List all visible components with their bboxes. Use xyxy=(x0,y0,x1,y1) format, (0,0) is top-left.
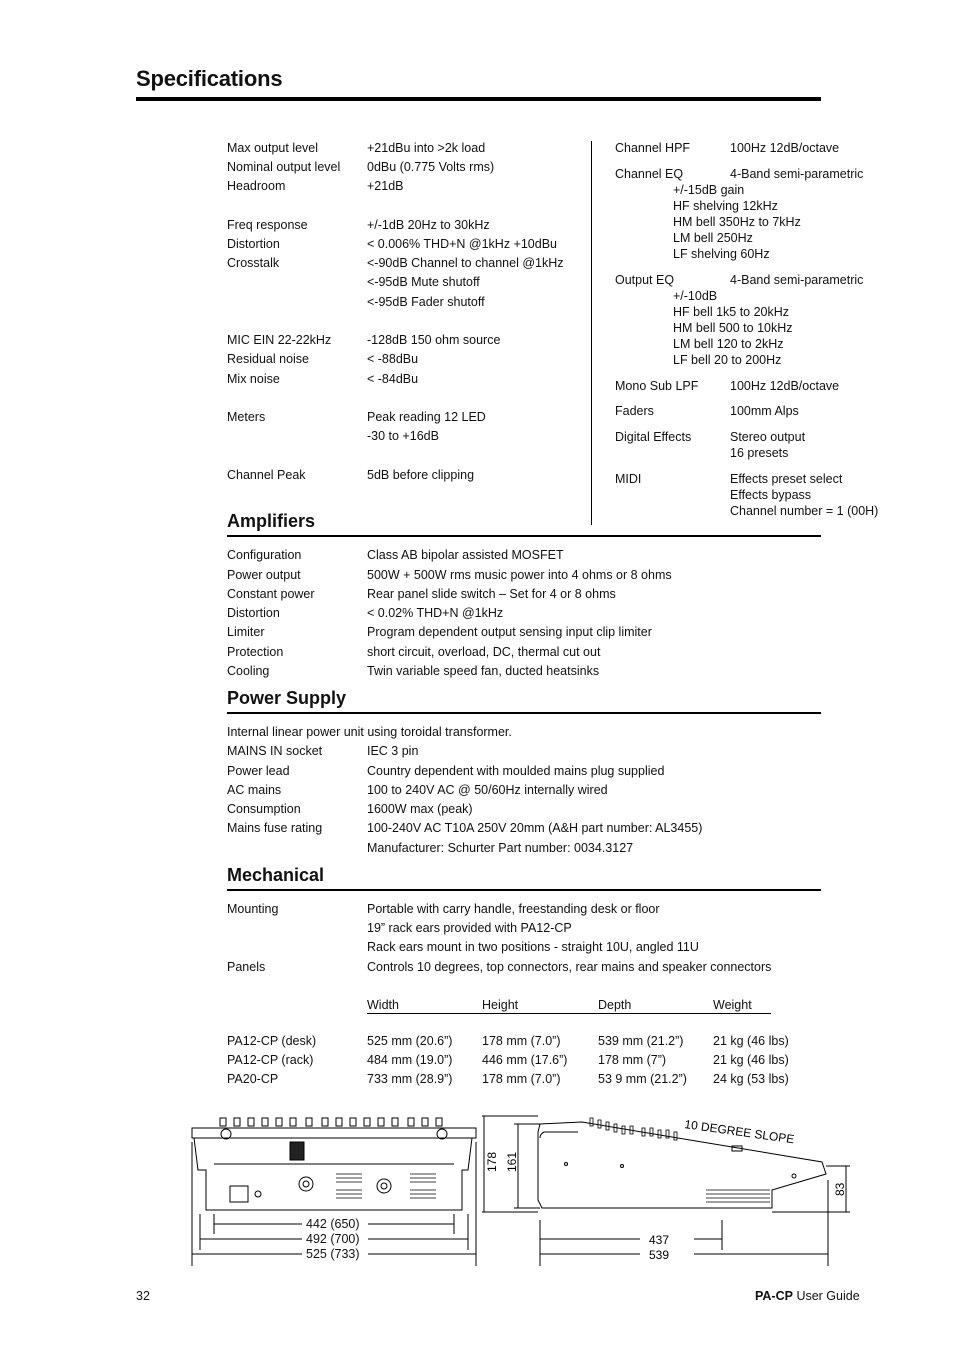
table-cell: 539 mm (21.2”) xyxy=(598,1034,684,1048)
depth-label: 539 xyxy=(649,1248,670,1262)
table-cell: 733 mm (28.9”) xyxy=(367,1072,453,1086)
table-cell: 21 kg (46 lbs) xyxy=(713,1053,789,1067)
spec-value: Class AB bipolar assisted MOSFET xyxy=(367,548,564,562)
spec-value: 19” rack ears provided with PA12-CP xyxy=(367,921,572,935)
spec-label: Distortion xyxy=(227,606,280,620)
spec-value: +21dB xyxy=(367,179,404,193)
spec-value: Controls 10 degrees, top connectors, rear mains and speaker connectors xyxy=(367,960,772,974)
spec-label: Consumption xyxy=(227,802,301,816)
table-cell-model: PA12-CP (desk) xyxy=(227,1034,317,1048)
footer-suffix: User Guide xyxy=(792,1289,860,1303)
side-view-drawing xyxy=(482,1110,860,1268)
spec-value: HM bell 500 to 10kHz xyxy=(673,321,793,335)
spec-value: <-95dB Fader shutoff xyxy=(367,295,485,309)
spec-value: 100Hz 12dB/octave xyxy=(730,379,840,393)
table-cell: 178 mm (7.0”) xyxy=(482,1072,561,1086)
spec-label: AC mains xyxy=(227,783,282,797)
spec-value: Program dependent output sensing input clip limiter xyxy=(367,625,652,639)
spec-value: Country dependent with moulded mains plug supplied xyxy=(367,764,665,778)
power-supply-intro: Internal linear power unit using toroidal transformer. xyxy=(227,725,512,739)
spec-label: Cooling xyxy=(227,664,270,678)
spec-label: MIC EIN 22-22kHz xyxy=(227,333,332,347)
spec-value: < -84dBu xyxy=(367,372,419,386)
mechanical-rule xyxy=(227,889,821,891)
table-cell: 21 kg (46 lbs) xyxy=(713,1034,789,1048)
height-label: 161 xyxy=(505,1151,519,1172)
spec-value: Effects bypass xyxy=(730,488,812,502)
title-rule xyxy=(136,97,821,101)
spec-label: Max output level xyxy=(227,141,319,155)
spec-value: short circuit, overload, DC, thermal cut out xyxy=(367,645,601,659)
spec-value: Stereo output xyxy=(730,430,806,444)
spec-label: Residual noise xyxy=(227,352,309,366)
spec-label: Panels xyxy=(227,960,266,974)
spec-value: HF shelving 12kHz xyxy=(673,199,778,213)
power-supply-rule xyxy=(227,712,821,714)
spec-value: 5dB before clipping xyxy=(367,468,475,482)
table-cell: 53 9 mm (21.2”) xyxy=(598,1072,687,1086)
spec-label: Faders xyxy=(615,404,654,418)
spec-value: +/-1dB 20Hz to 30kHz xyxy=(367,218,490,232)
spec-value: 100-240V AC T10A 250V 20mm (A&H part number: AL3455) xyxy=(367,821,703,835)
spec-label: Power output xyxy=(227,568,301,582)
table-cell: 484 mm (19.0”) xyxy=(367,1053,453,1067)
depth-label: 437 xyxy=(649,1233,670,1247)
table-header-rule xyxy=(367,1013,771,1014)
table-cell: 178 mm (7”) xyxy=(598,1053,667,1067)
spec-value: 4-Band semi-parametric xyxy=(730,273,864,287)
spec-value: 100Hz 12dB/octave xyxy=(730,141,840,155)
spec-value: Rack ears mount in two positions - straight 10U, angled 11U xyxy=(367,940,699,954)
spec-label: Headroom xyxy=(227,179,286,193)
spec-value: LM bell 250Hz xyxy=(673,231,753,245)
footer-brand: PA-CP xyxy=(755,1289,793,1303)
slope-label: 10 DEGREE SLOPE xyxy=(683,1117,796,1147)
page-number: 32 xyxy=(136,1289,150,1303)
spec-label: Crosstalk xyxy=(227,256,280,270)
table-cell: 178 mm (7.0”) xyxy=(482,1034,561,1048)
spec-value: 1600W max (peak) xyxy=(367,802,473,816)
spec-value: LF shelving 60Hz xyxy=(673,247,770,261)
spec-value: Effects preset select xyxy=(730,472,843,486)
spec-value: -128dB 150 ohm source xyxy=(367,333,501,347)
table-cell-model: PA12-CP (rack) xyxy=(227,1053,314,1067)
spec-value: Portable with carry handle, freestanding desk or floor xyxy=(367,902,660,916)
spec-value: LM bell 120 to 2kHz xyxy=(673,337,784,351)
spec-label: Output EQ xyxy=(615,273,675,287)
page-title: Specifications xyxy=(136,66,283,91)
table-cell: 24 kg (53 lbs) xyxy=(713,1072,789,1086)
rear-dim-label: 525 (733) xyxy=(306,1247,360,1261)
table-header: Height xyxy=(482,998,519,1012)
rear-dim-label: 442 (650) xyxy=(306,1217,360,1231)
spec-label: Freq response xyxy=(227,218,308,232)
top-connector-row xyxy=(220,1118,442,1126)
spec-label: MIDI xyxy=(615,472,642,486)
spec-value: 100mm Alps xyxy=(730,404,799,418)
spec-value: 16 presets xyxy=(730,446,789,460)
iec-socket-icon xyxy=(230,1186,248,1202)
table-header: Depth xyxy=(598,998,632,1012)
spec-label: Nominal output level xyxy=(227,160,341,174)
spec-value: LF bell 20 to 200Hz xyxy=(673,353,782,367)
spec-value: 0dBu (0.775 Volts rms) xyxy=(367,160,495,174)
spec-value: < 0.02% THD+N @1kHz xyxy=(367,606,504,620)
spec-value: 100 to 240V AC @ 50/60Hz internally wired xyxy=(367,783,608,797)
spec-value: < 0.006% THD+N @1kHz +10dBu xyxy=(367,237,557,251)
spec-value: HM bell 350Hz to 7kHz xyxy=(673,215,801,229)
spec-label: Power lead xyxy=(227,764,290,778)
spec-label: Channel EQ xyxy=(615,167,684,181)
spec-value: HF bell 1k5 to 20kHz xyxy=(673,305,790,319)
spec-value: +/-15dB gain xyxy=(673,183,745,197)
spec-value: Twin variable speed fan, ducted heatsinks xyxy=(367,664,600,678)
spec-value: <-95dB Mute shutoff xyxy=(367,275,480,289)
spec-label: Mains fuse rating xyxy=(227,821,323,835)
tail-height-label: 83 xyxy=(833,1182,847,1196)
spec-value: 4-Band semi-parametric xyxy=(730,167,864,181)
spec-label: Configuration xyxy=(227,548,302,562)
spec-label: Limiter xyxy=(227,625,265,639)
table-cell: 446 mm (17.6”) xyxy=(482,1053,568,1067)
footer-label xyxy=(755,1289,860,1303)
table-cell: 525 mm (20.6”) xyxy=(367,1034,453,1048)
spec-label: Constant power xyxy=(227,587,315,601)
spec-label: Channel HPF xyxy=(615,141,691,155)
spec-label: Mono Sub LPF xyxy=(615,379,699,393)
spec-value: Channel number = 1 (00H) xyxy=(730,504,879,518)
spec-label: Protection xyxy=(227,645,284,659)
amplifiers-heading: Amplifiers xyxy=(227,511,316,531)
mechanical-heading: Mechanical xyxy=(227,865,325,885)
power-supply-heading: Power Supply xyxy=(227,688,347,708)
spec-value: Rear panel slide switch – Set for 4 or 8 ohms xyxy=(367,587,616,601)
spec-value: +21dBu into >2k load xyxy=(367,141,486,155)
spec-label: Channel Peak xyxy=(227,468,306,482)
spec-label: Mounting xyxy=(227,902,279,916)
spec-value: -30 to +16dB xyxy=(367,429,439,443)
table-cell-model: PA20-CP xyxy=(227,1072,279,1086)
spec-value: IEC 3 pin xyxy=(367,744,419,758)
spec-label: MAINS IN socket xyxy=(227,744,323,758)
spec-label: Meters xyxy=(227,410,266,424)
amplifiers-rule xyxy=(227,535,821,537)
spec-value: +/-10dB xyxy=(673,289,718,303)
spec-value: <-90dB Channel to channel @1kHz xyxy=(367,256,564,270)
spec-label: Distortion xyxy=(227,237,280,251)
spec-label: Mix noise xyxy=(227,372,280,386)
spec-label: Digital Effects xyxy=(615,430,692,444)
column-divider xyxy=(591,141,592,525)
height-label: 178 xyxy=(485,1151,499,1172)
spec-value: Peak reading 12 LED xyxy=(367,410,486,424)
spec-value: Manufacturer: Schurter Part number: 0034.3127 xyxy=(367,841,634,855)
knob-row xyxy=(590,1118,677,1140)
rear-dim-label: 492 (700) xyxy=(306,1232,360,1246)
spec-value: 500W + 500W rms music power into 4 ohms or 8 ohms xyxy=(367,568,672,582)
spec-value: < -88dBu xyxy=(367,352,419,366)
table-header: Weight xyxy=(713,998,752,1012)
table-header: Width xyxy=(367,998,399,1012)
